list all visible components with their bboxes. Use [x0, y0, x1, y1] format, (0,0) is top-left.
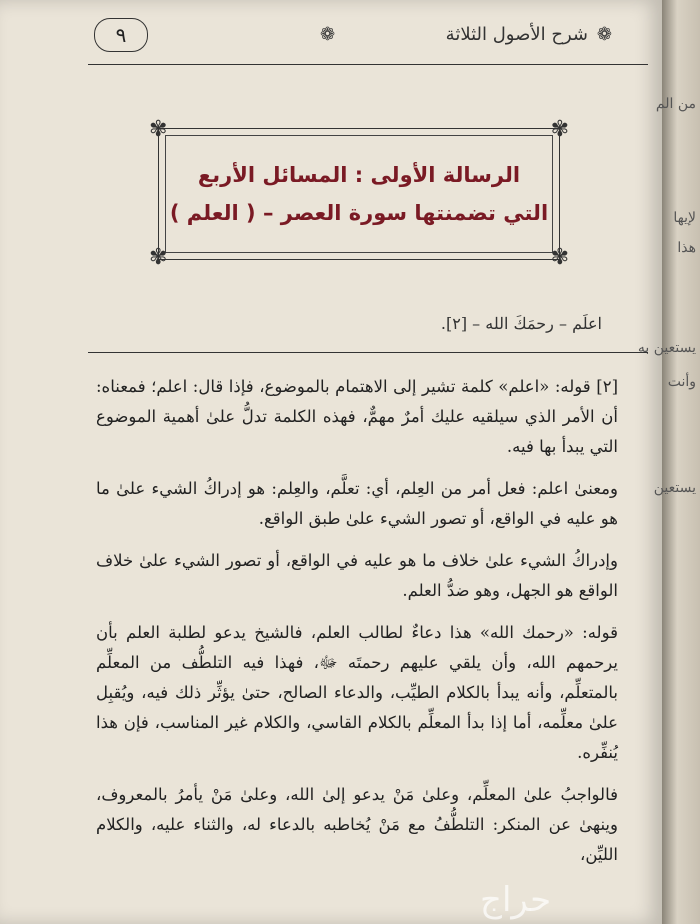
edge-text: يستعين به — [637, 340, 696, 356]
running-title: شرح الأصول الثلاثة — [445, 24, 588, 45]
next-page-edge — [637, 0, 700, 924]
corner-ornament-icon: ✾ — [149, 117, 168, 142]
chapter-title-line2: التي تضمنتها سورة العصر – ( العلم ) — [169, 201, 549, 225]
edge-text: هذا — [677, 240, 696, 256]
footnote-paragraph: وإدراكُ الشيء علىٰ خلاف ما هو عليه في الواقع، أو تصور الشيء علىٰ خلاف الواقع هو الجهل، وهو ضدُّ العلم. — [96, 551, 618, 600]
footnote-paragraph: ومعنىٰ اعلم: فعل أمر من العِلم، أي: تعلَّم، والعِلم: هو إدراكُ الشيء علىٰ ما هو عليه في الواقع، أو تصور الشيء علىٰ طبق الواقع. — [96, 479, 618, 528]
footnote-paragraph: [٢] قوله: «اعلم» كلمة تشير إلى الاهتمام بالموضوع، فإذا قال: اعلم؛ فمعناه: أن الأمر الذي سيلقيه عليك أمرٌ مهمٌّ، فهذه الكلمة تدلُّ علىٰ أهمية الموضوع التي يبدأ بها فيه. — [96, 377, 618, 456]
footnotes — [96, 372, 618, 882]
corner-ornament-icon: ✾ — [149, 245, 168, 270]
edge-text: يستعين — [653, 480, 696, 496]
watermark-logo: حراج — [480, 880, 552, 920]
main-text: اعلَم – رحمَكَ الله – [٢]. — [440, 314, 602, 333]
header-rule — [88, 64, 648, 65]
chapter-title-frame — [149, 117, 569, 270]
edge-text: من الم — [655, 96, 696, 112]
ornament-icon: ❁ — [320, 24, 336, 45]
page-number: ٩ — [94, 18, 148, 52]
footnote-paragraph: فالواجبُ علىٰ المعلِّم، وعلىٰ مَنْ يدعو إلىٰ الله، وعلىٰ مَنْ يأمرُ بالمعروف، وينهىٰ عن المنكر: التلطُّفُ مع مَنْ يُخاطبه بالدعاء له، والثناء عليه، والكلام الليِّن، — [96, 785, 618, 864]
corner-ornament-icon: ✾ — [550, 245, 569, 270]
chapter-title-line1: الرسالة الأولى : المسائل الأربع — [197, 163, 521, 187]
edge-text: لإيها — [673, 210, 696, 226]
footnote-rule — [88, 352, 648, 353]
page-header — [88, 14, 648, 60]
corner-ornament-icon: ✾ — [550, 117, 569, 142]
footnote-paragraph: قوله: «رحمك الله» هذا دعاءٌ لطالب العلم، فالشيخ يدعو لطلبة العلم بأن يرحمهم الله، وأن يلقي عليهم رحمتَه ﷻ، فهذا فيه التلطُّف من المعلِّم بالمتعلِّم، وأنه يبدأ بالكلام الطيِّب، والدعاء الصالح، حتىٰ يؤثِّر ذلك فيه، ويُقبِل علىٰ معلِّمه، أما إذا بدأ المعلِّم بالكلام القاسي، والكلام غير المناسب، فإن هذا يُنفِّره. — [96, 623, 618, 762]
ornament-icon: ❁ — [596, 24, 612, 45]
edge-text: وأنت — [667, 374, 696, 390]
